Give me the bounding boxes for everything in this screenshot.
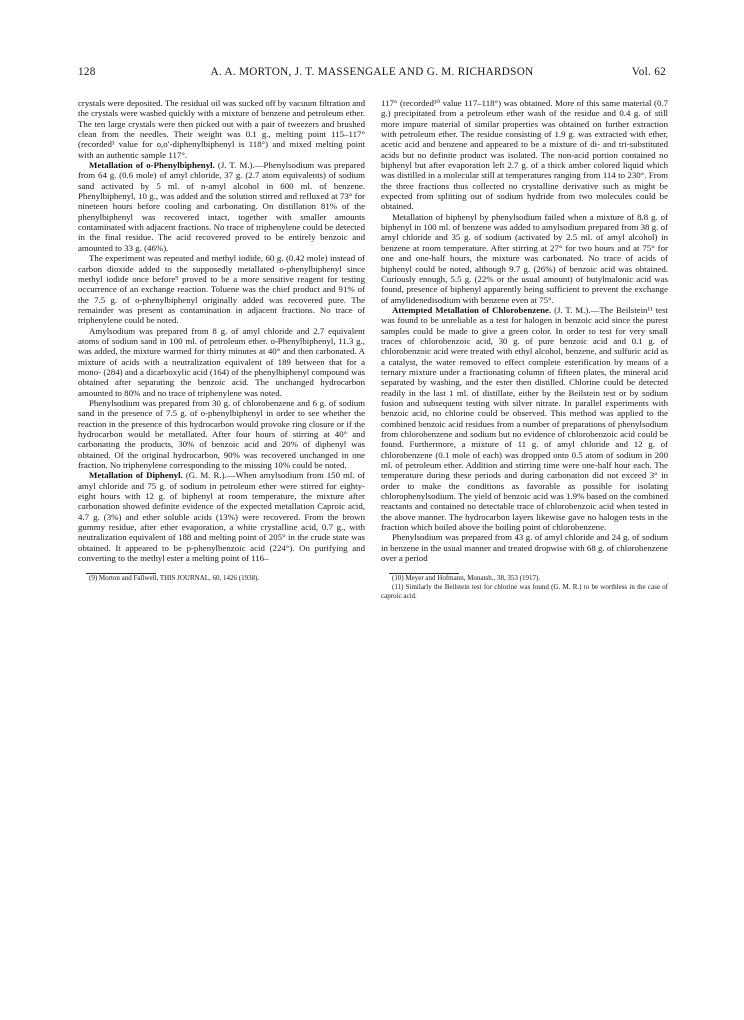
paragraph: Metallation of biphenyl by phenylsodium failed when a mixture of 8.8 g. of biphenyl in 100 ml. of benzene was added to amylsodium prepared from 38 g. of amyl chloride and 35 g. of sodium (activated by 2.5 ml. of amyl alcohol) in benzene at room temperature. After stirring at 27° for two hours and at 75° for one and one-half hours, the mixture was carbonated. No trace of acids of biphenyl could be noted, although 9.7 g. (26%) of benzoic acid was obtained. Curiously enough, 5.5 g. (22% or the usual amount) of butylmalonic acid was found, presence of biphenyl apparently being sufficient to prevent the exchange of amylidenedisodium with benzene even at 75°. [381,211,668,305]
paragraph-text: (J. T. M.).—Phenylsodium was prepared from 64 g. (0.6 mole) of amyl chloride, 37 g. (2.7 atom equivalents) of sodium sand activated by 5 ml. of n-amyl alcohol in 600 ml. of benzene. Phenylbiphenyl, 10 g., was added and the solution stirred and refluxed at 73° for nineteen hours before cooling and carbonating. On distillation 81% of the phenylbiphenyl was recovered intact, together with smaller amounts contaminated with adjacent fractions. No trace of triphenylene could be detected in the final residue. The acid recovered proved to be entirely benzoic and amounted to 33 g. (46%). [78,160,365,253]
page-number: 128 [78,66,96,78]
paragraph [381,305,668,533]
paragraph-text: (J. T. M.).—The Beilstein¹¹ test was found to be unreliable as a test for halogen in benzoic acid since the purest samples could be made to give a green color. In order to test for very small traces of chlorobenzoic acid, 30 g. of pure benzoic acid and 0.1 g. of chlorobenzoic acid were treated with ethyl alcohol, benzene, and sulfuric acid as a catalyst, the water removed to effect complete esterification by means of a ternary mixture under a fractionating column of fifteen plates, the mineral acid separated by washing, and the ester then distilled. Chlorine could be detected readily in the last 1 ml. of distillate, either by the Beilstein test or by sodium fusion and subsequent testing with silver nitrate. In parallel experiments with benzoic acid, no chlorine could be observed. This method was applied to the combined benzoic acid residues from a number of preparations of phenylsodium from chlorobenzene and sodium but no evidence of chlorobenzoic acid could be found. Furthermore, a mixture of 11 g. of amyl chloride and 12 g. of chlorobenzene (0.1 mole of each) was dropped onto 0.5 atom of sodium in 200 ml. of petroleum ether. Addition and stirring time were one-half hour each. The temperature during these periods and during carbonation did not exceed 3° in order to make the conditions as favorable as possible for isolating chlorophenylsodium. The yield of benzoic acid was 1.9% based on the combined reactants and contained no detectable trace of chlorobenzoic acid when tested in the above manner. The hydrocarbon layers likewise gave no halogen tests in the fraction which boiled above the boiling point of chlorobenzene. [381,304,668,533]
section-heading: Attempted Metallation of Chlorobenzene. [392,304,552,315]
paragraph [78,160,365,253]
footnote: (9) Morton and Fallwell, THIS JOURNAL, 60, 1426 (1938). [89,574,260,583]
section-heading: Metallation of Diphenyl. [89,470,183,481]
page-header [78,66,666,82]
paragraph: The experiment was repeated and methyl iodide, 60 g. (0.42 mole) instead of carbon dioxide added to the supposedly metallated o-phenylbiphenyl since methyl iodide once before⁹ proved to be a more sensitive reagent for testing occurrence of an exchange reaction. Toluene was the chief product and 91% of the 7.5 g. of o-phenylbiphenyl originally added was recovered pure. The remainder was present as contamination in adjacent fractions. No trace of triphenylene could be noted. [78,253,365,326]
paragraph-text: (G. M. R.).—When amylsodium from 150 ml. of amyl chloride and 75 g. of sodium in petroleum ether were stirred for eighty-eight hours with 12 g. of biphenyl at room temperature, the mixture after carbonation showed definite evidence of the expected metallation Caproic acid, 4.7 g. (3%) and ether soluble acids (13%) were recovered. From the brown gummy residue, after ether evaporation, a white crystalline acid, 0.7 g., with neutralization equivalent of 188 and melting point of 205° in the crude state was obtained. It appeared to be p-phenylbenzoic acid (224°). On purifying and converting to the methyl ester a melting point of 116– [78,470,365,564]
footnote: (10) Meyer and Hofmann, Monatsh., 38, 353 (1917). [392,574,541,583]
paragraph: Amylsodium was prepared from 8 g. of amyl chloride and 2.7 equivalent atoms of sodium sand in 100 ml. of petroleum ether. o-Phenylbiphenyl, 11.3 g., was added, the mixture warmed for thirty minutes at 40° and then carbonated. A mixture of acids with a neutralization equivalent of 189 between that for a mono- (284) and a dicarboxylic acid (164) of the phenylbiphenyl compound was obtained after separating the benzoic acid. The unchanged hydrocarbon amounted to 80% and no trace of triphenylene was noted. [78,325,365,398]
volume-label: Vol. 62 [631,66,666,78]
paragraph [78,470,365,563]
section-heading: Metallation of o-Phenylbiphenyl. [89,160,215,171]
footnote: (11) Similarly the Beilstein test for chlorine was found (G. M. R.) to be worthless in the case of caproic acid. [381,583,668,600]
paragraph: crystals were deposited. The residual oil was sucked off by vacuum filtration and the crystals were washed quickly with a mixture of benzene and petroleum ether. The ten large crystals were then picked out with a pair of tweezers and brushed clean from the needles. Their weight was 0.1 g., melting point 115–117° (recorded¹ value for o,o′-diphenylbiphenyl is 118°) and mixed melting point with an authentic sample 117°. [78,98,365,160]
paragraph: Phenylsodium was prepared from 43 g. of amyl chloride and 24 g. of sodium in benzene in the usual manner and treated dropwise with 68 g. of chlorobenzene over a period [381,532,668,564]
paragraph: 117° (recorded¹⁰ value 117–118°) was obtained. More of this same material (0.7 g.) precipitated from a petroleum ether wash of the residue and 0.4 g. of still more impure material of similar properties was obtained on further extraction with petroleum ether. The residue consisting of 1.9 g. was extracted with ether, acetic acid and benzene and appeared to be a mixture of di- and tri-substituted acids but no definite product was isolated. The non-acid portion contained no biphenyl but after evaporation left 2.7 g. of a thick amber colored liquid which was distilled in a molecular still at temperatures ranging from 114 to 230°. From the three fractions thus collected no crystalline derivative such as might be expected from splitting out of sodium hydride from two molecules could be obtained. [381,98,668,212]
right-column [381,98,668,600]
left-column [78,98,365,583]
paragraph: Phenylsodium was prepared from 30 g. of chlorobenzene and 6 g. of sodium sand in the presence of 7.5 g. of o-phenylbiphenyl in order to see whether the reaction in the presence of this hydrocarbon would provoke ring closure or if the hydrocarbon would be metallated. After four hours of stirring at 40° and carbonating the products, 30% of benzoic acid and 20% of diphenyl was obtained. Of the original hydrocarbon, 90% was recovered unchanged in one fraction. No triphenylene corresponding to the missing 10% could be noted. [78,397,365,471]
running-title-authors: A. A. MORTON, J. T. MASSENGALE AND G. M. RICHARDSON [210,66,534,78]
